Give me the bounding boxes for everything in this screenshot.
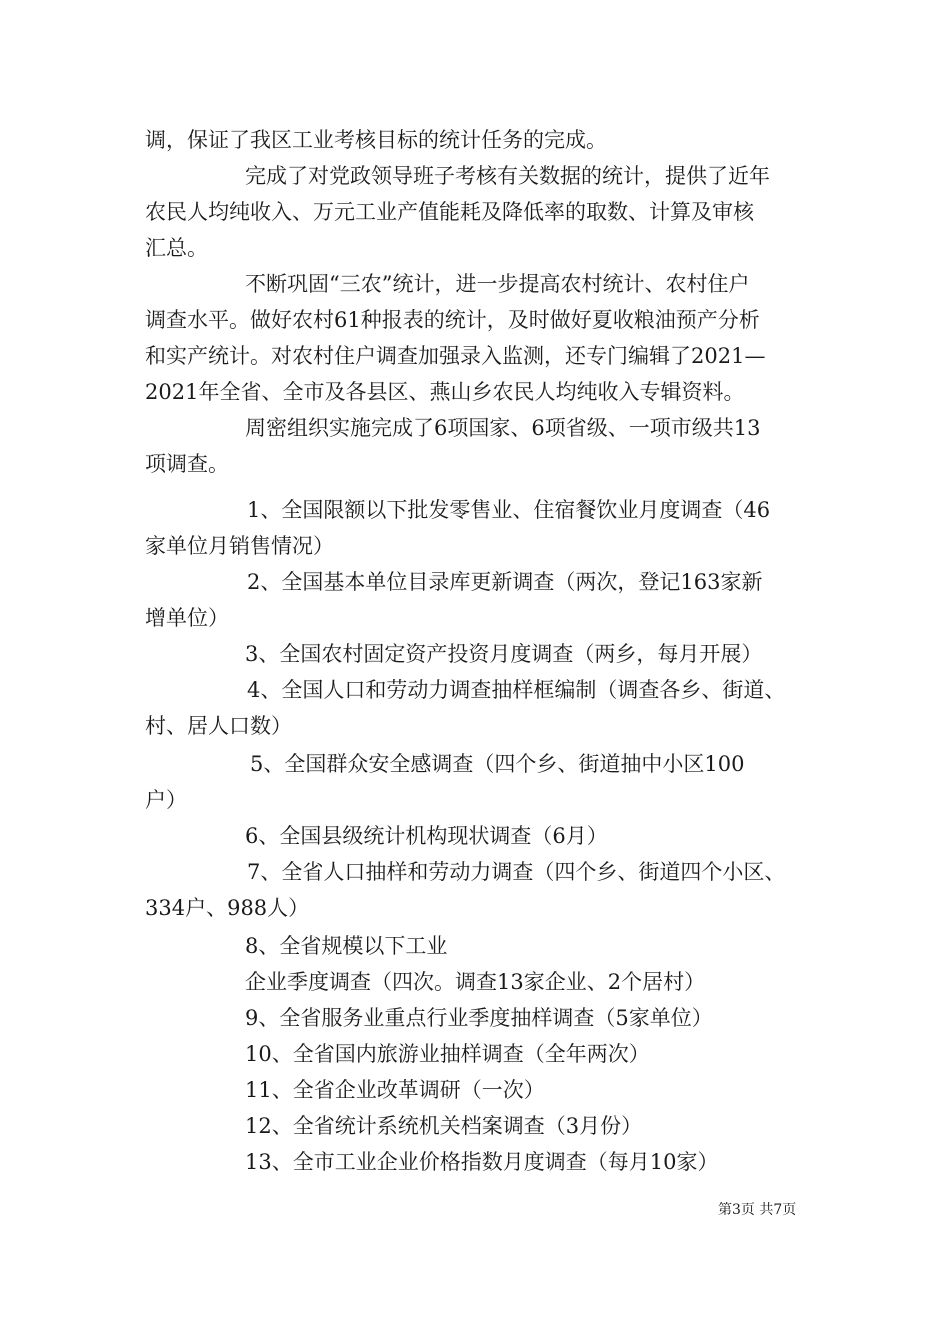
list-item: 2、全国基本单位目录库更新调查（两次，登记163家新: [247, 570, 763, 594]
list-item: 1、全国限额以下批发零售业、住宿餐饮业月度调查（46: [247, 498, 771, 522]
list-item: 10、全省国内旅游业抽样调查（全年两次）: [245, 1042, 650, 1066]
list-item: 户）: [145, 788, 187, 812]
list-item: 5、全国群众安全感调查（四个乡、街道抽中小区100: [250, 752, 745, 776]
list-item: 11、全省企业改革调研（一次）: [245, 1078, 545, 1102]
paragraph-line: 完成了对党政领导班子考核有关数据的统计，提供了近年: [245, 164, 770, 188]
list-item: 334户、988人）: [145, 896, 310, 920]
list-item: 8、全省规模以下工业: [245, 934, 448, 958]
list-item: 家单位月销售情况）: [145, 534, 334, 558]
paragraph-line: 汇总。: [145, 236, 208, 260]
list-item: 7、全省人口抽样和劳动力调查（四个乡、街道四个小区、: [247, 860, 786, 884]
paragraph-line: 农民人均纯收入、万元工业产值能耗及降低率的取数、计算及审核: [145, 200, 754, 224]
list-item: 村、居人口数）: [145, 714, 292, 738]
list-item: 6、全国县级统计机构现状调查（6月）: [245, 824, 608, 848]
list-item: 增单位）: [145, 606, 229, 630]
paragraph-line: 和实产统计。对农村住户调查加强录入监测，还专门编辑了2021—: [145, 344, 766, 368]
page-footer: 第3页 共7页: [718, 1202, 797, 1218]
paragraph-line: 不断巩固“三农”统计，进一步提高农村统计、农村住户: [245, 272, 750, 296]
paragraph-line: 周密组织实施完成了6项国家、6项省级、一项市级共13: [245, 416, 761, 440]
paragraph-line: 调查水平。做好农村61种报表的统计，及时做好夏收粮油预产分析: [145, 308, 760, 332]
list-item: 13、全市工业企业价格指数月度调查（每月10家）: [245, 1150, 719, 1174]
paragraph-line: 2021年全省、全市及各县区、燕山乡农民人均纯收入专辑资料。: [145, 380, 745, 404]
list-item: 企业季度调查（四次。调查13家企业、2个居村）: [245, 970, 706, 994]
paragraph-line: 项调查。: [145, 452, 229, 476]
list-item: 9、全省服务业重点行业季度抽样调查（5家单位）: [245, 1006, 713, 1030]
list-item: 3、全国农村固定资产投资月度调查（两乡，每月开展）: [245, 642, 763, 666]
paragraph-line: 调，保证了我区工业考核目标的统计任务的完成。: [145, 128, 607, 152]
list-item: 12、全省统计系统机关档案调查（3月份）: [245, 1114, 643, 1138]
list-item: 4、全国人口和劳动力调查抽样框编制（调查各乡、街道、: [247, 678, 786, 702]
